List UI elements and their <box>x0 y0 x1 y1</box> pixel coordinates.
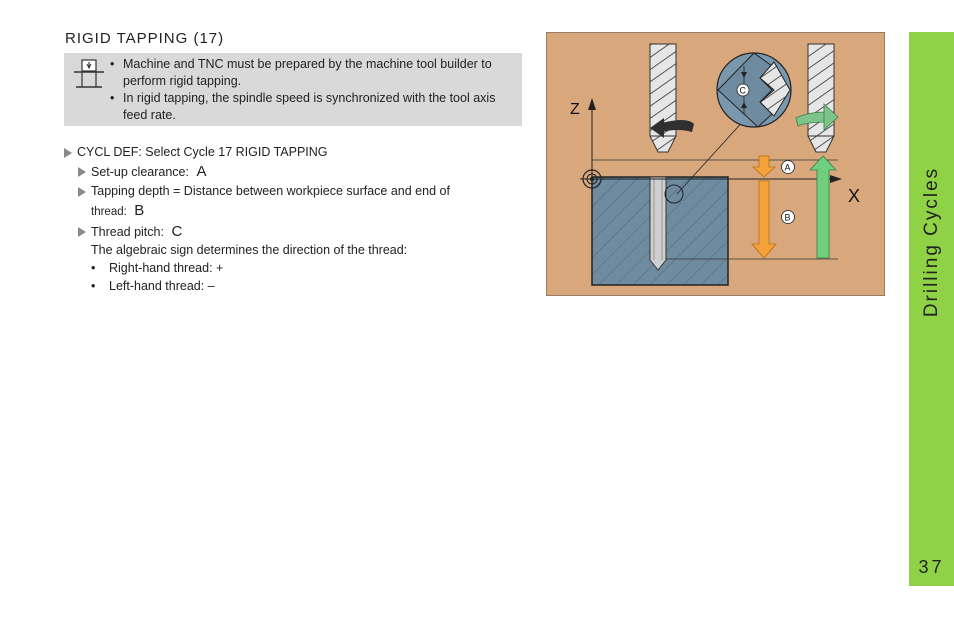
step-tapping-depth <box>78 182 524 222</box>
tapped-hole <box>650 177 666 270</box>
tapping-depth-line <box>91 182 524 201</box>
arrow-right-icon <box>78 227 86 237</box>
step-thread-pitch <box>78 222 524 242</box>
note-box <box>64 53 522 126</box>
axis-x-label: X <box>848 186 861 206</box>
note-list <box>110 56 515 124</box>
thread-pitch-label: Thread pitch: <box>91 225 164 239</box>
chapter-sidebar <box>909 32 954 586</box>
tapping-depth-letter: B <box>134 202 145 219</box>
axis-z-label: Z <box>570 101 580 118</box>
marker-c-label: C <box>739 85 746 96</box>
note-item: • Machine and TNC must be prepared by the machine tool builder to perform rigid tapping. <box>110 56 515 89</box>
right-hand-item: • Right-hand thread: + <box>64 259 524 277</box>
cycle-steps <box>64 143 524 295</box>
arrow-right-icon <box>78 167 86 177</box>
arrow-right-icon <box>64 148 72 158</box>
thread-pitch-letter: C <box>171 223 183 240</box>
page-number: 37 <box>918 557 945 577</box>
marker-b-label: B <box>784 212 791 223</box>
chapter-title: Drilling Cycles <box>920 166 942 318</box>
chapter-title-wrap <box>909 32 954 586</box>
cycl-def-text: CYCL DEF: Select Cycle 17 RIGID TAPPING <box>77 145 328 159</box>
section-title: RIGID TAPPING (17) <box>65 30 225 47</box>
tapping-depth-label: Tapping depth = Distance between workpiece surface and end of <box>91 184 450 198</box>
rigid-tapping-diagram <box>546 32 885 296</box>
setup-clearance-letter: A <box>196 163 207 180</box>
step-cycl-def <box>64 143 524 162</box>
step-setup-clearance <box>78 162 524 182</box>
marker-a-label: A <box>784 162 791 173</box>
pitch-note: The algebraic sign determines the direction of the thread: <box>91 243 408 257</box>
note-item: • In rigid tapping, the spindle speed is synchronized with the tool axis feed rate. <box>110 90 515 123</box>
tapping-depth-line2 <box>91 201 524 222</box>
left-hand-item: • Left-hand thread: – <box>64 277 524 295</box>
tapping-depth-label2: thread: <box>91 206 127 218</box>
machine-tool-icon <box>72 59 106 89</box>
arrow-right-icon <box>78 187 86 197</box>
setup-clearance-label: Set-up clearance: <box>91 165 189 179</box>
